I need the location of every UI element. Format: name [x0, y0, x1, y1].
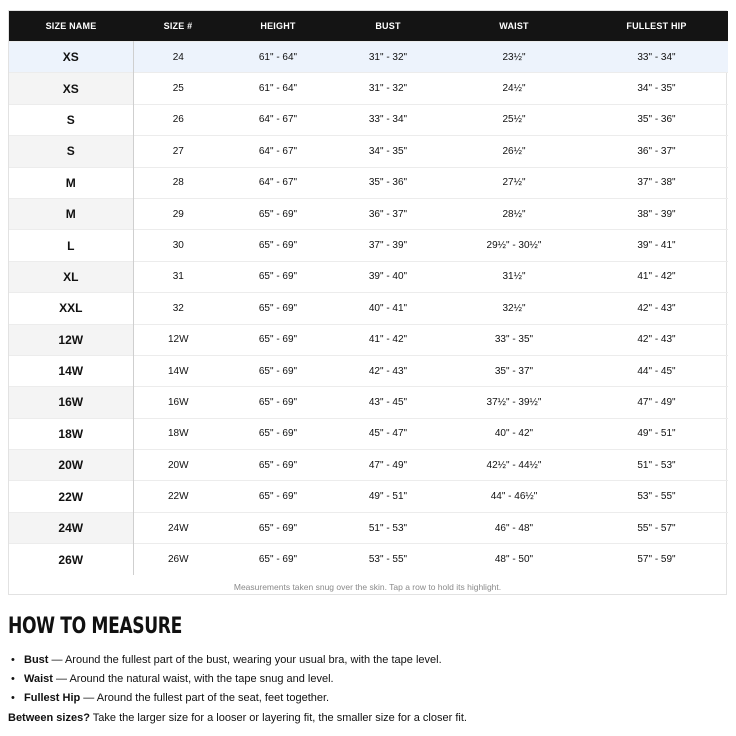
fullest-hip-cell: 42" - 43": [585, 293, 728, 324]
fullest-hip-cell: 53" - 55": [585, 481, 728, 512]
between-sizes-text: Take the larger size for a looser or layering fit, the smaller size for a closer fit.: [89, 712, 467, 724]
size-name-cell: 14W: [9, 355, 133, 386]
table-row[interactable]: [9, 230, 728, 261]
height-cell: 64" - 67": [223, 136, 333, 167]
bust-cell: 35" - 36": [333, 167, 443, 198]
bust-cell: 45" - 47": [333, 418, 443, 449]
height-cell: 65" - 69": [223, 450, 333, 481]
measure-description-fullest-hip: — Around the fullest part of the seat, feet together.: [80, 692, 330, 704]
size-name-cell: 22W: [9, 481, 133, 512]
fullest-hip-cell: 38" - 39": [585, 198, 728, 229]
size-name-cell: 20W: [9, 450, 133, 481]
size-name-cell: XS: [9, 73, 133, 104]
height-cell: 65" - 69": [223, 261, 333, 292]
bust-cell: 40" - 41": [333, 293, 443, 324]
table-row[interactable]: [9, 198, 728, 229]
fullest-hip-cell: 44" - 45": [585, 355, 728, 386]
size-number-cell: 18W: [133, 418, 223, 449]
table-row[interactable]: [9, 293, 728, 324]
waist-cell: 46" - 48": [443, 512, 585, 543]
size-number-cell: 29: [133, 198, 223, 229]
size-name-cell: 24W: [9, 512, 133, 543]
size-name-cell: 26W: [9, 544, 133, 575]
height-cell: 65" - 69": [223, 387, 333, 418]
bust-cell: 34" - 35": [333, 136, 443, 167]
height-cell: 65" - 69": [223, 324, 333, 355]
table-row[interactable]: [9, 544, 728, 575]
between-sizes-label: Between sizes?: [8, 712, 90, 724]
size-number-cell: 30: [133, 230, 223, 261]
bust-cell: 53" - 55": [333, 544, 443, 575]
size-number-cell: 20W: [133, 450, 223, 481]
waist-cell: 31½": [443, 261, 585, 292]
column-header-waist: WAIST: [443, 11, 585, 42]
bust-cell: 31" - 32": [333, 73, 443, 104]
table-row[interactable]: [9, 450, 728, 481]
size-name-cell: S: [9, 136, 133, 167]
bust-cell: 42" - 43": [333, 355, 443, 386]
waist-cell: 40" - 42": [443, 418, 585, 449]
column-header-fullest-hip: FULLEST HIP: [585, 11, 728, 42]
size-number-cell: 24W: [133, 512, 223, 543]
table-row[interactable]: [9, 167, 728, 198]
size-number-cell: 22W: [133, 481, 223, 512]
size-number-cell: 12W: [133, 324, 223, 355]
height-cell: 61" - 64": [223, 73, 333, 104]
size-number-cell: 25: [133, 73, 223, 104]
list-item: [8, 651, 728, 670]
measure-instructions-list: [8, 651, 728, 708]
measure-description-waist: — Around the natural waist, with the tape snug and level.: [52, 673, 334, 685]
waist-cell: 48" - 50": [443, 544, 585, 575]
size-name-cell: S: [9, 104, 133, 135]
waist-cell: 27½": [443, 167, 585, 198]
bust-cell: 47" - 49": [333, 450, 443, 481]
fullest-hip-cell: 47" - 49": [585, 387, 728, 418]
fullest-hip-cell: 57" - 59": [585, 544, 728, 575]
waist-cell: 25½": [443, 104, 585, 135]
height-cell: 64" - 67": [223, 167, 333, 198]
measure-term-bust: Bust: [24, 654, 49, 666]
table-row[interactable]: [9, 42, 728, 73]
table-row[interactable]: [9, 136, 728, 167]
fullest-hip-cell: 41" - 42": [585, 261, 728, 292]
bust-cell: 51" - 53": [333, 512, 443, 543]
table-row[interactable]: [9, 481, 728, 512]
bust-cell: 39" - 40": [333, 261, 443, 292]
table-row[interactable]: [9, 73, 728, 104]
fullest-hip-cell: 42" - 43": [585, 324, 728, 355]
height-cell: 65" - 69": [223, 512, 333, 543]
waist-cell: 35" - 37": [443, 355, 585, 386]
height-cell: 65" - 69": [223, 198, 333, 229]
waist-cell: 44" - 46½": [443, 481, 585, 512]
table-row[interactable]: [9, 261, 728, 292]
size-number-cell: 32: [133, 293, 223, 324]
measure-term-waist: Waist: [24, 673, 53, 685]
size-number-cell: 14W: [133, 355, 223, 386]
waist-cell: 32½": [443, 293, 585, 324]
table-row[interactable]: [9, 104, 728, 135]
size-name-cell: L: [9, 230, 133, 261]
table-row[interactable]: [9, 355, 728, 386]
size-number-cell: 27: [133, 136, 223, 167]
column-header-height: HEIGHT: [223, 11, 333, 42]
list-item: [8, 689, 728, 708]
between-sizes-note: [8, 712, 467, 724]
size-number-cell: 26: [133, 104, 223, 135]
size-name-cell: 16W: [9, 387, 133, 418]
bust-cell: 31" - 32": [333, 42, 443, 73]
bullet-icon: •: [11, 692, 15, 704]
how-to-measure-heading: HOW TO MEASURE: [8, 614, 182, 639]
height-cell: 65" - 69": [223, 293, 333, 324]
waist-cell: 37½" - 39½": [443, 387, 585, 418]
height-cell: 65" - 69": [223, 355, 333, 386]
bullet-icon: •: [11, 654, 15, 666]
size-name-cell: XXL: [9, 293, 133, 324]
column-header-size-number: SIZE #: [133, 11, 223, 42]
bust-cell: 36" - 37": [333, 198, 443, 229]
height-cell: 65" - 69": [223, 230, 333, 261]
fullest-hip-cell: 33" - 34": [585, 42, 728, 73]
fullest-hip-cell: 35" - 36": [585, 104, 728, 135]
bust-cell: 41" - 42": [333, 324, 443, 355]
size-chart: [8, 10, 727, 595]
height-cell: 65" - 69": [223, 418, 333, 449]
waist-cell: 33" - 35": [443, 324, 585, 355]
size-number-cell: 16W: [133, 387, 223, 418]
bust-cell: 33" - 34": [333, 104, 443, 135]
bust-cell: 37" - 39": [333, 230, 443, 261]
table-footnote: Measurements taken snug over the skin. Tap a row to hold its highlight.: [233, 582, 502, 592]
waist-cell: 28½": [443, 198, 585, 229]
fullest-hip-cell: 37" - 38": [585, 167, 728, 198]
waist-cell: 24½": [443, 73, 585, 104]
table-row[interactable]: [9, 512, 728, 543]
fullest-hip-cell: 34" - 35": [585, 73, 728, 104]
bullet-icon: •: [11, 673, 15, 685]
fullest-hip-cell: 39" - 41": [585, 230, 728, 261]
bust-cell: 43" - 45": [333, 387, 443, 418]
size-number-cell: 28: [133, 167, 223, 198]
table-row[interactable]: [9, 387, 728, 418]
fullest-hip-cell: 49" - 51": [585, 418, 728, 449]
size-name-cell: XS: [9, 42, 133, 73]
waist-cell: 29½" - 30½": [443, 230, 585, 261]
fullest-hip-cell: 36" - 37": [585, 136, 728, 167]
measure-term-fullest-hip: Fullest Hip: [24, 692, 81, 704]
size-number-cell: 31: [133, 261, 223, 292]
size-number-cell: 24: [133, 42, 223, 73]
height-cell: 61" - 64": [223, 42, 333, 73]
fullest-hip-cell: 55" - 57": [585, 512, 728, 543]
height-cell: 64" - 67": [223, 104, 333, 135]
waist-cell: 26½": [443, 136, 585, 167]
table-body: [9, 42, 728, 576]
size-number-cell: 26W: [133, 544, 223, 575]
table-row[interactable]: [9, 324, 728, 355]
bust-cell: 49" - 51": [333, 481, 443, 512]
size-name-cell: M: [9, 198, 133, 229]
size-name-cell: 18W: [9, 418, 133, 449]
size-table: [9, 11, 728, 575]
size-name-cell: XL: [9, 261, 133, 292]
column-header-size-name: SIZE NAME: [9, 11, 133, 42]
size-name-cell: 12W: [9, 324, 133, 355]
size-name-cell: M: [9, 167, 133, 198]
table-header-row: [9, 11, 728, 42]
waist-cell: 23½": [443, 42, 585, 73]
waist-cell: 42½" - 44½": [443, 450, 585, 481]
measure-description-bust: — Around the fullest part of the bust, wearing your usual bra, with the tape level.: [48, 654, 442, 666]
column-header-bust: BUST: [333, 11, 443, 42]
fullest-hip-cell: 51" - 53": [585, 450, 728, 481]
height-cell: 65" - 69": [223, 544, 333, 575]
table-row[interactable]: [9, 418, 728, 449]
list-item: [8, 670, 728, 689]
height-cell: 65" - 69": [223, 481, 333, 512]
